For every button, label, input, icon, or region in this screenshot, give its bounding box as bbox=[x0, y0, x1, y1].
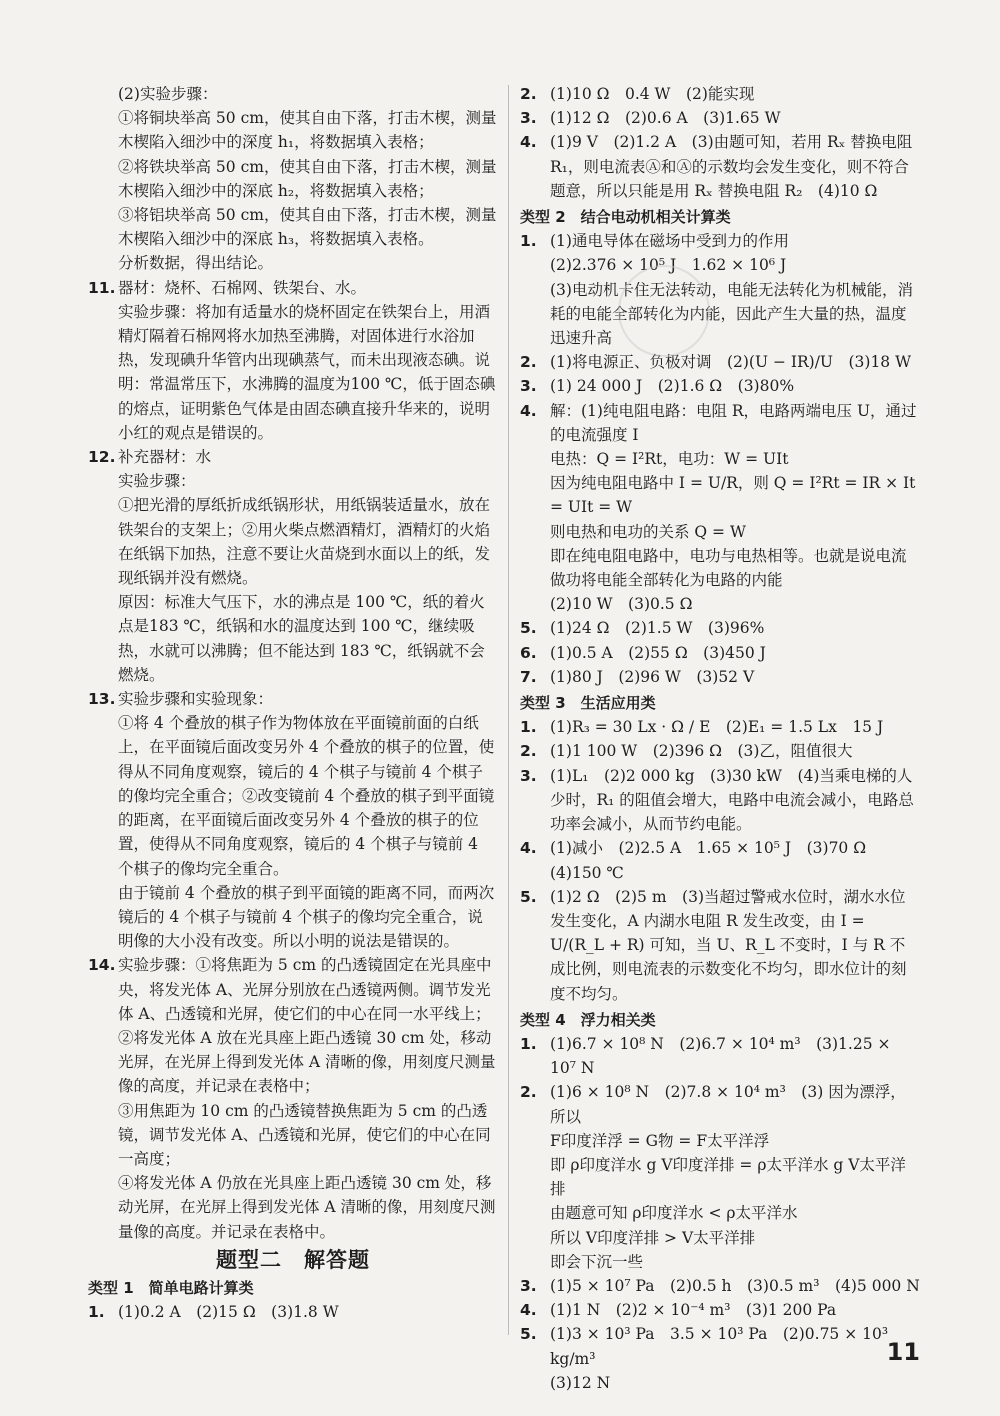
item-text: (1)L₁ (2)2 000 kg (3)30 kW (4)当乘电梯的人少时，R₁ 的阻值会增大，电路中电流会减小，电路总功率会减小，从而节约电能。 bbox=[550, 766, 914, 834]
answer-text: 实验步骤：将加有适量水的烧杯固定在铁架台上，用酒精灯隔着石棉网将水加热至沸腾，对固体进行水浴加热，发现碘升华管内出现碘蒸气，而未出现液态碘。说明：常温常压下，水沸腾的温度为100 ℃，低于固态碘的熔点，证明紫色气体是由固态碘直接升华来的，说明小红的观点是错误的。 bbox=[118, 302, 496, 442]
answer-item bbox=[520, 836, 920, 884]
item-number: 4. bbox=[520, 1301, 537, 1320]
item-text: 器材：烧杯、石棉网、铁架台、水。 bbox=[118, 278, 367, 297]
item-number: 6. bbox=[520, 643, 537, 662]
item-text: (1)5 × 10⁷ Pa (2)0.5 h (3)0.5 m³ (4)5 000 N bbox=[550, 1276, 920, 1295]
answer-item bbox=[520, 885, 920, 1006]
answer-text: ②将铁块举高 50 cm，使其自由下落，打击木楔，测量木楔陷入细沙中的深底 h₂，将数据填入表格； bbox=[118, 157, 497, 200]
answer-text: (2)10 W (3)0.5 Ω bbox=[550, 595, 693, 614]
section-heading: 类型 4 浮力相关类 bbox=[520, 1010, 656, 1029]
answer-item bbox=[88, 687, 498, 711]
answer-text: 原因：标准大气压下，水的沸点是 100 ℃，纸的着火点是183 ℃，纸锅和水的温度达到 100 ℃，继续吸热，水就可以沸腾；但不能达到 183 ℃，纸锅就不会燃烧。 bbox=[118, 593, 485, 684]
item-text: (1)3 × 10³ Pa 3.5 × 10³ Pa (2)0.75 × 10³ kg/m³ bbox=[550, 1325, 889, 1368]
item-number: 1. bbox=[520, 1034, 537, 1053]
item-text: (1)0.2 A (2)15 Ω (3)1.8 W bbox=[118, 1303, 339, 1322]
answer-text: (2)实验步骤： bbox=[118, 85, 218, 103]
right-column bbox=[520, 82, 920, 1395]
answer-item bbox=[520, 1032, 920, 1080]
watermark-stamp bbox=[618, 265, 710, 357]
answer-text: 即会下沉一些 bbox=[550, 1252, 644, 1271]
answer-item bbox=[520, 715, 920, 739]
answer-item bbox=[520, 130, 920, 203]
item-text: (1)0.5 A (2)55 Ω (3)450 J bbox=[550, 643, 766, 662]
answer-text: 则电热和电功的关系 Q = W bbox=[550, 522, 746, 541]
answer-item bbox=[520, 374, 920, 398]
answer-text: ①将 4 个叠放的棋子作为物体放在平面镜前面的白纸上，在平面镜后面改变另外 4 个叠放的棋子的位置，使得从不同角度观察，镜后的 4 个棋子与镜前 4 个棋子的像均完全重合；②改变镜前 4 个叠放的棋子到平面镜的距离，在平面镜后面改变另外 4 个叠放的棋子的位置，使得从不同角度观察，镜后的 4 个棋子与镜前 4 个棋子的像均完全重合。 bbox=[118, 714, 495, 878]
answer-text: ④将发光体 A 仍放在光具座上距凸透镜 30 cm 处，移动光屏，在光屏上得到发光体 A 清晰的像，用刻度尺测量像的高度。并记录在表格中。 bbox=[118, 1174, 496, 1241]
item-text: (1)12 Ω (2)0.6 A (3)1.65 W bbox=[550, 109, 781, 128]
item-text: (1) 24 000 J (2)1.6 Ω (3)80% bbox=[550, 377, 795, 396]
page-number: 11 bbox=[886, 1338, 920, 1366]
answer-item bbox=[520, 616, 920, 640]
item-number: 2. bbox=[520, 1083, 537, 1102]
answer-item bbox=[520, 1298, 920, 1322]
answer-text: 实验步骤： bbox=[118, 472, 196, 491]
item-number: 11. bbox=[88, 278, 116, 297]
item-number: 4. bbox=[520, 133, 537, 152]
answer-item bbox=[520, 82, 920, 106]
answer-text: F印度洋浮 = G物 = F太平洋浮 bbox=[550, 1131, 770, 1150]
answer-text: ①把光滑的厚纸折成纸锅形状，用纸锅装适量水，放在铁架台的支架上；②用火柴点燃酒精灯，酒精灯的火焰在纸锅下加热，注意不要让火苗烧到水面以上的纸，发现纸锅并没有燃烧。 bbox=[118, 496, 491, 588]
answer-text: 即 ρ印度洋水 g V印度洋排 = ρ太平洋水 g V太平洋排 bbox=[550, 1155, 906, 1199]
answer-item bbox=[520, 106, 920, 130]
answer-item bbox=[520, 229, 920, 253]
item-number: 4. bbox=[520, 839, 537, 858]
item-text: (1)10 Ω 0.4 W (2)能实现 bbox=[550, 85, 755, 103]
item-number: 12. bbox=[88, 448, 116, 467]
item-number: 2. bbox=[520, 85, 537, 103]
answer-item bbox=[520, 350, 920, 374]
item-number: 5. bbox=[520, 887, 537, 906]
answer-item bbox=[520, 1322, 920, 1370]
item-number: 2. bbox=[520, 742, 537, 761]
left-column bbox=[88, 82, 498, 1324]
item-number: 13. bbox=[88, 690, 116, 709]
item-number: 1. bbox=[520, 232, 537, 251]
answer-text: 因为纯电阻电路中 I = U/R，则 Q = I²Rt = IR × It = UIt = W bbox=[550, 474, 916, 517]
item-number: 4. bbox=[520, 401, 537, 420]
answer-text: ①将铜块举高 50 cm，使其自由下落，打击木楔，测量木楔陷入细沙中的深度 h₁，将数据填入表格； bbox=[118, 109, 497, 152]
item-text: (1)减小 (2)2.5 A 1.65 × 10⁵ J (3)70 Ω (4)150 ℃ bbox=[550, 839, 882, 882]
item-text: (1)6 × 10⁸ N (2)7.8 × 10⁴ m³ (3) 因为漂浮，所以 bbox=[550, 1083, 906, 1126]
item-number: 3. bbox=[520, 1276, 537, 1295]
part-title: 题型二 解答题 bbox=[216, 1247, 370, 1272]
answer-item bbox=[520, 665, 920, 689]
item-text: (1)通电导体在磁场中受到力的作用 bbox=[550, 232, 789, 251]
item-text: (1)24 Ω (2)1.5 W (3)96% bbox=[550, 619, 765, 638]
item-text: (1)6.7 × 10⁸ N (2)6.7 × 10⁴ m³ (3)1.25 × 10⁷ N bbox=[550, 1034, 891, 1078]
item-number: 5. bbox=[520, 619, 537, 638]
item-text: 补充器材：水 bbox=[118, 448, 212, 467]
answer-text: 即在纯电阻电路中，电功与电热相等。也就是说电流做功将电能全部转化为电路的内能 bbox=[550, 546, 907, 590]
item-number: 3. bbox=[520, 109, 537, 128]
item-text: 实验步骤和实验现象： bbox=[118, 690, 274, 709]
item-text: 实验步骤：①将焦距为 5 cm 的凸透镜固定在光具座中央，将发光体 A、光屏分别放在凸透镜两侧。调节发光体 A、凸透镜和光屏，使它们的中心在同一水平线上； bbox=[118, 956, 492, 1023]
answer-item bbox=[88, 953, 498, 1026]
section-heading: 类型 2 结合电动机相关计算类 bbox=[520, 208, 731, 227]
item-number: 3. bbox=[520, 377, 537, 396]
item-number: 1. bbox=[520, 718, 537, 737]
answer-text: 电热：Q = I²Rt，电功：W = UIt bbox=[550, 450, 789, 469]
item-number: 5. bbox=[520, 1325, 537, 1344]
answer-item bbox=[520, 399, 920, 447]
column-divider bbox=[508, 85, 509, 1335]
section-heading: 类型 1 简单电路计算类 bbox=[88, 1278, 254, 1297]
item-text: (1)9 V (2)1.2 A (3)由题可知，若用 Rₓ 替换电阻 R₁，则电流表Ⓐ和Ⓐ的示数均会发生变化，则不符合题意，所以只能是用 Rₓ 替换电阻 R₂ (4)10 Ω bbox=[550, 133, 913, 200]
answer-item bbox=[88, 276, 498, 300]
answer-item bbox=[520, 1274, 920, 1298]
item-number: 7. bbox=[520, 667, 537, 686]
item-text: (1)2 Ω (2)5 m (3)当超过警戒水位时，湖水水位发生变化，A 内湖水电阻 R 发生改变，由 I = U/(R_L + R) 可知，当 U、R_L 不变时，I 与 R 不成比例，则电流表的示数变化不均匀，即水位计的刻度不均匀。 bbox=[550, 887, 907, 1003]
answer-item bbox=[520, 764, 920, 837]
section-heading: 类型 3 生活应用类 bbox=[520, 694, 656, 713]
item-number: 3. bbox=[520, 766, 537, 785]
item-text: (1)将电源正、负极对调 (2)(U − IR)/U (3)18 W bbox=[550, 353, 912, 372]
item-text: 解：(1)纯电阻电路：电阻 R，电路两端电压 U，通过的电流强度 I bbox=[550, 401, 917, 444]
item-text: (1)80 J (2)96 W (3)52 V bbox=[550, 667, 755, 686]
answer-text: (3)12 N bbox=[550, 1373, 611, 1392]
answer-item bbox=[520, 739, 920, 763]
item-number: 14. bbox=[88, 956, 116, 975]
item-text: (1)1 N (2)2 × 10⁻⁴ m³ (3)1 200 Pa bbox=[550, 1301, 837, 1320]
item-number: 1. bbox=[88, 1303, 105, 1322]
answer-item bbox=[88, 445, 498, 469]
answer-item bbox=[88, 1300, 498, 1324]
answer-text: ③将铝块举高 50 cm，使其自由下落，打击木楔，测量木楔陷入细沙中的深底 h₃，将数据填入表格。 bbox=[118, 206, 497, 249]
item-text: (1)R₃ = 30 Lx · Ω / E (2)E₁ = 1.5 Lx 15 J bbox=[550, 718, 884, 737]
answer-item bbox=[520, 641, 920, 665]
answer-text: ②将发光体 A 放在光具座上距凸透镜 30 cm 处，移动光屏，在光屏上得到发光体 A 清晰的像，用刻度尺测量像的高度，并记录在表格中； bbox=[118, 1028, 496, 1096]
answer-text: 分析数据，得出结论。 bbox=[118, 254, 274, 273]
answer-text: (2)2.376 × 10⁵ J 1.62 × 10⁶ J bbox=[550, 256, 787, 275]
answer-text: ③用焦距为 10 cm 的凸透镜替换焦距为 5 cm 的凸透镜，调节发光体 A、凸透镜和光屏，使它们的中心在同一高度； bbox=[118, 1101, 491, 1168]
item-text: (1)1 100 W (2)396 Ω (3)乙，阻值很大 bbox=[550, 742, 853, 761]
answer-text: 由于镜前 4 个叠放的棋子到平面镜的距离不同，而两次镜后的 4 个棋子与镜前 4 个棋子的像均完全重合，说明像的大小没有改变。所以小明的说法是错误的。 bbox=[118, 883, 495, 951]
answer-text: 由题意可知 ρ印度洋水 < ρ太平洋水 bbox=[550, 1204, 798, 1223]
answer-item bbox=[520, 1080, 920, 1128]
answer-text: (3)电动机卡住无法转动，电能无法转化为机械能，消耗的电能全部转化为内能，因此产生大量的热，温度迅速升高 bbox=[550, 280, 913, 348]
item-number: 2. bbox=[520, 353, 537, 372]
answer-text: 所以 V印度洋排 > V太平洋排 bbox=[550, 1228, 756, 1247]
